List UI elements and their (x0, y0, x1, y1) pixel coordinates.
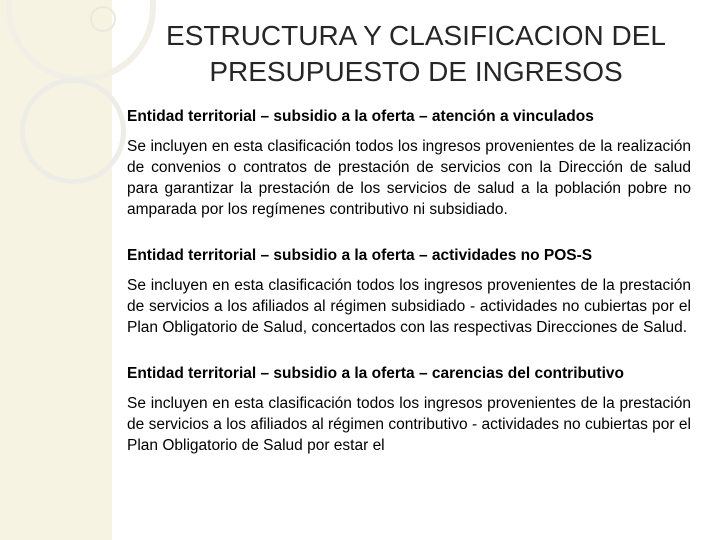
section-heading: Entidad territorial – subsidio a la oferta – atención a vinculados (127, 108, 594, 125)
decorative-circle-medium (20, 78, 126, 184)
section-body: Se incluyen en esta clasificación todos los ingresos provenientes de la prestación de servicios a los afiliados al régimen contributivo - actividades no cubiertas por el Plan Obligatorio de Salud por estar el (127, 395, 691, 454)
section-body: Se incluyen en esta clasificación todos los ingresos provenientes de la prestación de servicios a los afiliados al régimen subsidiado - actividades no cubiertas por el Plan Obligatorio de Salud, concertados con las respectivas Direcciones de Salud. (127, 277, 691, 336)
slide-title-line-2: PRESUPUESTO DE INGRESOS (209, 56, 623, 87)
slide-title (112, 18, 720, 90)
section-body: Se incluyen en esta clasificación todos los ingresos provenientes de la realización de convenios o contratos de prestación de servicios con la Dirección de salud para garantizar la prestación de los servicios de salud a la población pobre no amparada por los regímenes contributivo ni subsidiado. (127, 138, 691, 218)
section-actividades-no-pos-s (127, 245, 691, 338)
section-heading: Entidad territorial – subsidio a la oferta – actividades no POS-S (127, 247, 593, 264)
slide-title-line-1: ESTRUCTURA Y CLASIFICACION DEL (166, 20, 666, 51)
section-carencias-contributivo (127, 363, 691, 456)
slide-content (127, 106, 691, 456)
section-atencion-vinculados (127, 106, 691, 220)
section-heading: Entidad territorial – subsidio a la oferta – carencias del contributivo (127, 365, 624, 382)
